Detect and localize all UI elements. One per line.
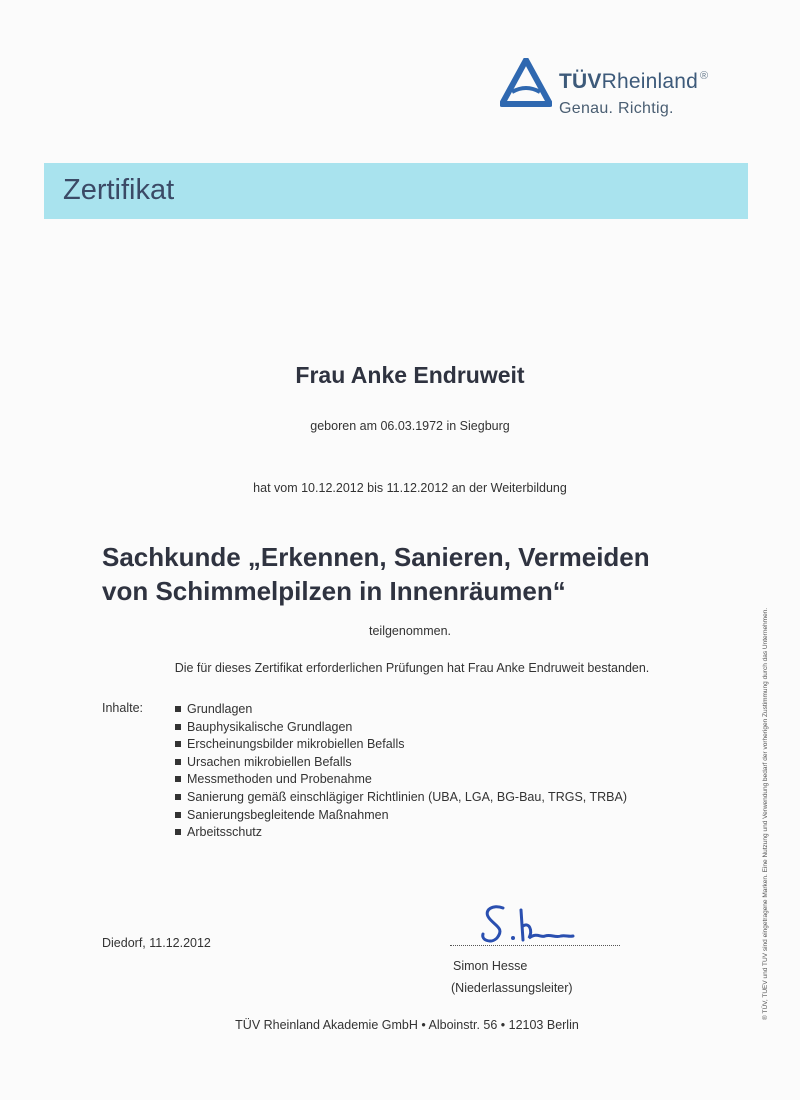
course-title (102, 540, 650, 608)
signer-name: Simon Hesse (453, 959, 528, 973)
triangle-logo-icon (500, 58, 552, 110)
brand-claim: Genau. Richtig. (559, 100, 674, 117)
brand-name: TÜVRheinland ® (559, 70, 709, 93)
signer-role: (Niederlassungsleiter) (451, 981, 573, 995)
handwritten-signature (475, 900, 585, 946)
contents-list (175, 701, 627, 842)
signature-line (450, 945, 620, 946)
trademark-note: ® TÜV, TUEV und TUV sind eingetragene Marken. Eine Nutzung und Verwendung bedarf der vorherigen Zustimmung durch das Unternehmen. (762, 607, 769, 1020)
participation-line: hat vom 10.12.2012 bis 11.12.2012 an der Weiterbildung (253, 481, 567, 495)
list-item: Bauphysikalische Grundlagen (175, 719, 627, 737)
list-item: Messmethoden und Probenahme (175, 771, 627, 789)
list-item: Ursachen mikrobiellen Befalls (175, 754, 627, 772)
contents-label: Inhalte: (102, 701, 144, 715)
list-item: Sanierung gemäß einschlägiger Richtlinien (UBA, LGA, BG-Bau, TRGS, TRBA) (175, 789, 627, 807)
list-item: Arbeitsschutz (175, 824, 627, 842)
birth-line: geboren am 06.03.1972 in Siegburg (310, 419, 510, 433)
tuv-rheinland-logo (500, 58, 760, 128)
course-title-line-1: Sachkunde „Erkennen, Sanieren, Vermeiden (102, 542, 650, 572)
issuer-address: TÜV Rheinland Akademie GmbH • Alboinstr. 56 • 12103 Berlin (235, 1018, 579, 1032)
participated-text: teilgenommen. (369, 624, 451, 638)
title-band (44, 163, 748, 219)
list-item: Erscheinungsbilder mikrobiellen Befalls (175, 736, 627, 754)
recipient-name: Frau Anke Endruweit (295, 362, 525, 388)
document-title: Zertifikat (63, 174, 175, 206)
list-item: Grundlagen (175, 701, 627, 719)
course-title-line-2: von Schimmelpilzen in Innenräumen“ (102, 576, 566, 606)
exam-statement: Die für dieses Zertifikat erforderlichen Prüfungen hat Frau Anke Endruweit bestanden. (174, 661, 650, 675)
place-and-date: Diedorf, 11.12.2012 (102, 936, 211, 950)
list-item: Sanierungsbegleitende Maßnahmen (175, 807, 627, 825)
